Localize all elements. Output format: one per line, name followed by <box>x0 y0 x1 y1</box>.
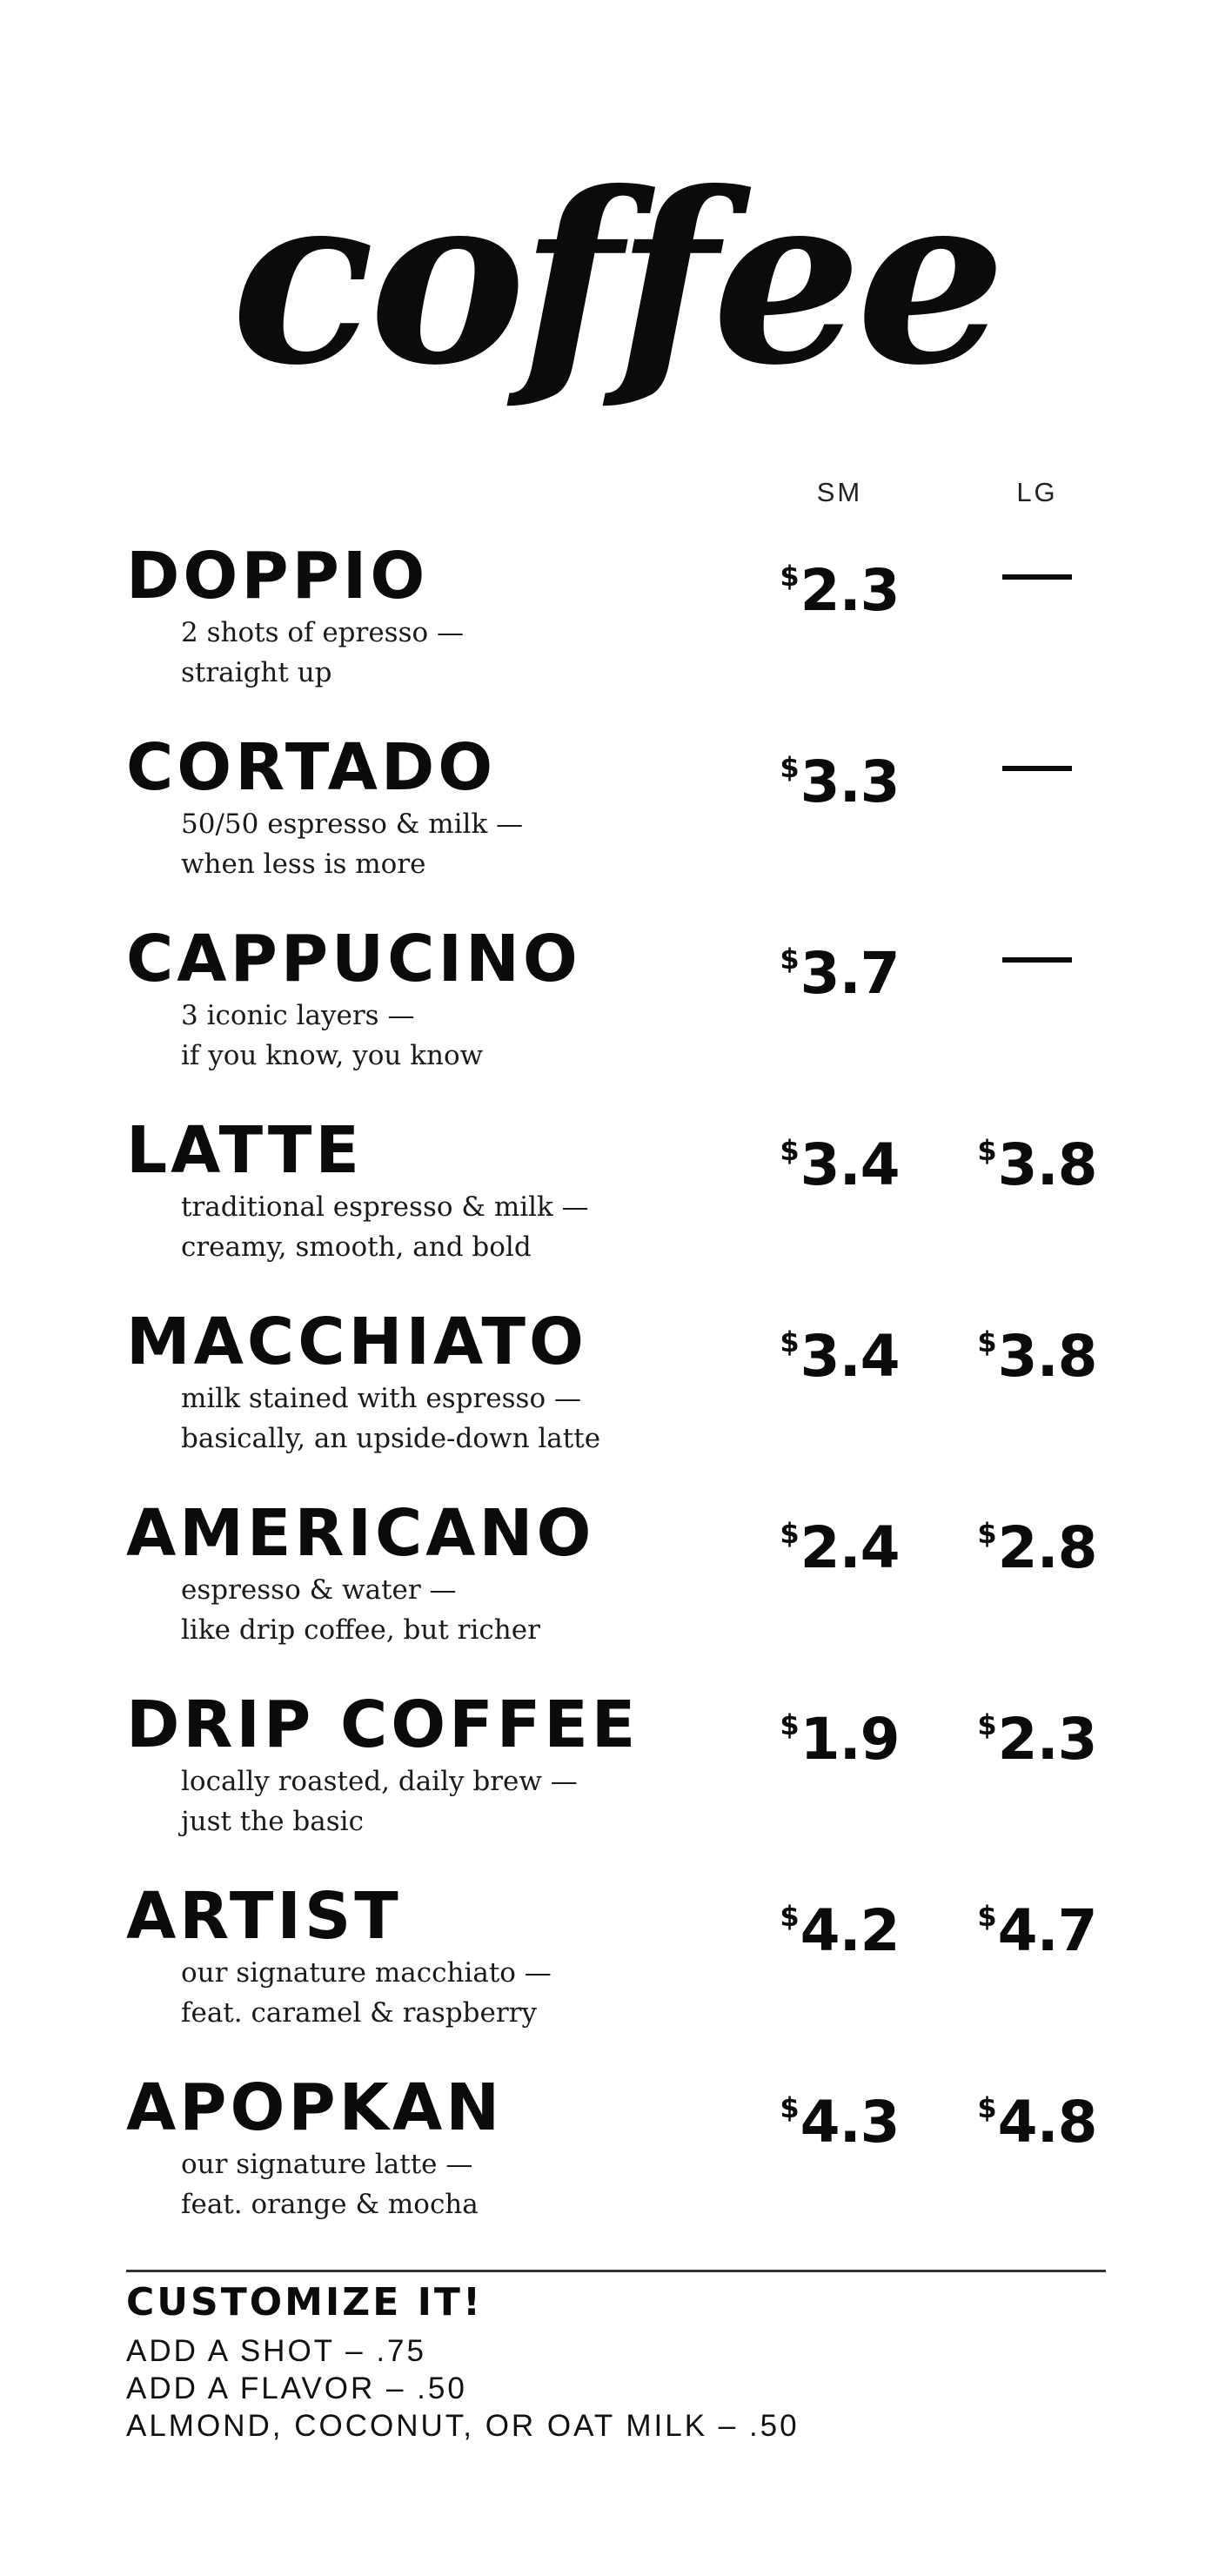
item-name: LATTE <box>126 1113 363 1188</box>
item-description-line: feat. orange & mocha <box>181 2189 479 2220</box>
menu-item <box>0 1878 1232 2070</box>
price-value: 3.4 <box>800 1131 900 1198</box>
menu-item <box>0 1304 1232 1495</box>
item-description-line: feat. caramel & raspberry <box>181 1997 537 2029</box>
item-description-line: just the basic <box>181 1806 364 1837</box>
price-value: 4.2 <box>800 1897 900 1964</box>
menu-item <box>0 2070 1232 2261</box>
price-large <box>933 1497 1142 1585</box>
currency-symbol: $ <box>780 1708 799 1741</box>
price-value: 4.3 <box>800 2089 900 2156</box>
price-small <box>735 540 944 627</box>
item-description <box>181 2144 479 2224</box>
item-description <box>181 1570 540 1650</box>
item-description-line: traditional espresso & milk — <box>181 1191 589 1223</box>
item-description-line: basically, an upside-down latte <box>181 1423 601 1454</box>
item-description <box>181 613 464 693</box>
item-description <box>181 804 523 884</box>
item-name: DRIP COFFEE <box>126 1687 639 1762</box>
item-description <box>181 996 483 1076</box>
price-small <box>735 1688 944 1776</box>
customize-heading: CUSTOMIZE IT! <box>126 2280 484 2324</box>
price-large <box>933 1305 1142 1393</box>
currency-symbol: $ <box>977 1134 996 1167</box>
price-large <box>933 731 1142 804</box>
menu-items <box>0 538 1232 2261</box>
item-description-line: 50/50 espresso & milk — <box>181 808 524 840</box>
menu-item <box>0 1495 1232 1687</box>
currency-symbol: $ <box>977 1517 996 1550</box>
price-large <box>933 2071 1142 2159</box>
price-small <box>735 731 944 819</box>
not-available-dash <box>1002 766 1072 771</box>
item-description-line: 3 iconic layers — <box>181 1000 415 1031</box>
not-available-dash <box>1002 957 1072 963</box>
item-description-line: our signature latte — <box>181 2149 473 2180</box>
item-name: ARTIST <box>126 1879 402 1954</box>
currency-symbol: $ <box>977 1708 996 1741</box>
price-value: 2.8 <box>997 1514 1097 1581</box>
currency-symbol: $ <box>977 2091 996 2124</box>
item-description-line: like drip coffee, but richer <box>181 1614 540 1646</box>
item-description-line: when less is more <box>181 849 426 880</box>
menu-title: coffee <box>231 140 1001 417</box>
item-description-line: 2 shots of epresso — <box>181 617 465 648</box>
item-description <box>181 1761 578 1841</box>
column-header-small: SM <box>816 477 863 507</box>
item-description-line: locally roasted, daily brew — <box>181 1766 578 1797</box>
price-large <box>933 1880 1142 1968</box>
item-name: CORTADO <box>126 730 497 805</box>
currency-symbol: $ <box>780 1517 799 1550</box>
item-name: DOPPIO <box>126 539 429 614</box>
price-value: 4.7 <box>997 1897 1097 1964</box>
price-value: 3.7 <box>800 940 900 1007</box>
price-small <box>735 922 944 1010</box>
price-value: 2.3 <box>800 557 900 624</box>
item-name: AMERICANO <box>126 1496 595 1571</box>
price-large <box>933 922 1142 996</box>
item-name: APOPKAN <box>126 2070 504 2145</box>
price-large <box>933 540 1142 613</box>
item-description <box>181 1953 552 2033</box>
currency-symbol: $ <box>780 1134 799 1167</box>
currency-symbol: $ <box>977 1900 996 1933</box>
price-value: 3.4 <box>800 1323 900 1390</box>
currency-symbol: $ <box>780 943 799 976</box>
price-small <box>735 1114 944 1202</box>
section-divider <box>126 2270 1106 2272</box>
menu-item <box>0 921 1232 1112</box>
currency-symbol: $ <box>780 2091 799 2124</box>
currency-symbol: $ <box>780 1325 799 1358</box>
price-value: 1.9 <box>800 1706 900 1773</box>
customize-option: ADD A SHOT – .75 <box>126 2334 426 2368</box>
customize-option: ALMOND, COCONUT, OR OAT MILK – .50 <box>126 2409 800 2443</box>
price-small <box>735 1497 944 1585</box>
price-value: 3.8 <box>997 1323 1097 1390</box>
menu-item <box>0 1112 1232 1304</box>
currency-symbol: $ <box>780 751 799 784</box>
item-name: CAPPUCINO <box>126 922 581 996</box>
price-value: 2.3 <box>997 1706 1097 1773</box>
item-description-line: creamy, smooth, and bold <box>181 1231 532 1263</box>
item-description <box>181 1187 589 1267</box>
menu-item <box>0 538 1232 729</box>
item-description <box>181 1379 600 1459</box>
column-header-large: LG <box>1016 477 1058 507</box>
customize-option: ADD A FLAVOR – .50 <box>126 2371 467 2405</box>
currency-symbol: $ <box>780 560 799 593</box>
item-description-line: our signature macchiato — <box>181 1957 552 1989</box>
not-available-dash <box>1002 574 1072 580</box>
item-name: MACCHIATO <box>126 1305 587 1379</box>
price-small <box>735 1305 944 1393</box>
price-value: 3.3 <box>800 748 900 815</box>
price-large <box>933 1114 1142 1202</box>
menu-item <box>0 1687 1232 1878</box>
currency-symbol: $ <box>780 1900 799 1933</box>
item-description-line: straight up <box>181 657 332 688</box>
price-value: 2.4 <box>800 1514 900 1581</box>
price-large <box>933 1688 1142 1776</box>
price-small <box>735 2071 944 2159</box>
currency-symbol: $ <box>977 1325 996 1358</box>
price-value: 4.8 <box>997 2089 1097 2156</box>
item-description-line: espresso & water — <box>181 1574 457 1606</box>
customize-options <box>126 2332 800 2445</box>
price-small <box>735 1880 944 1968</box>
price-value: 3.8 <box>997 1131 1097 1198</box>
menu-item <box>0 729 1232 921</box>
item-description-line: if you know, you know <box>181 1040 484 1071</box>
item-description-line: milk stained with espresso — <box>181 1383 581 1414</box>
